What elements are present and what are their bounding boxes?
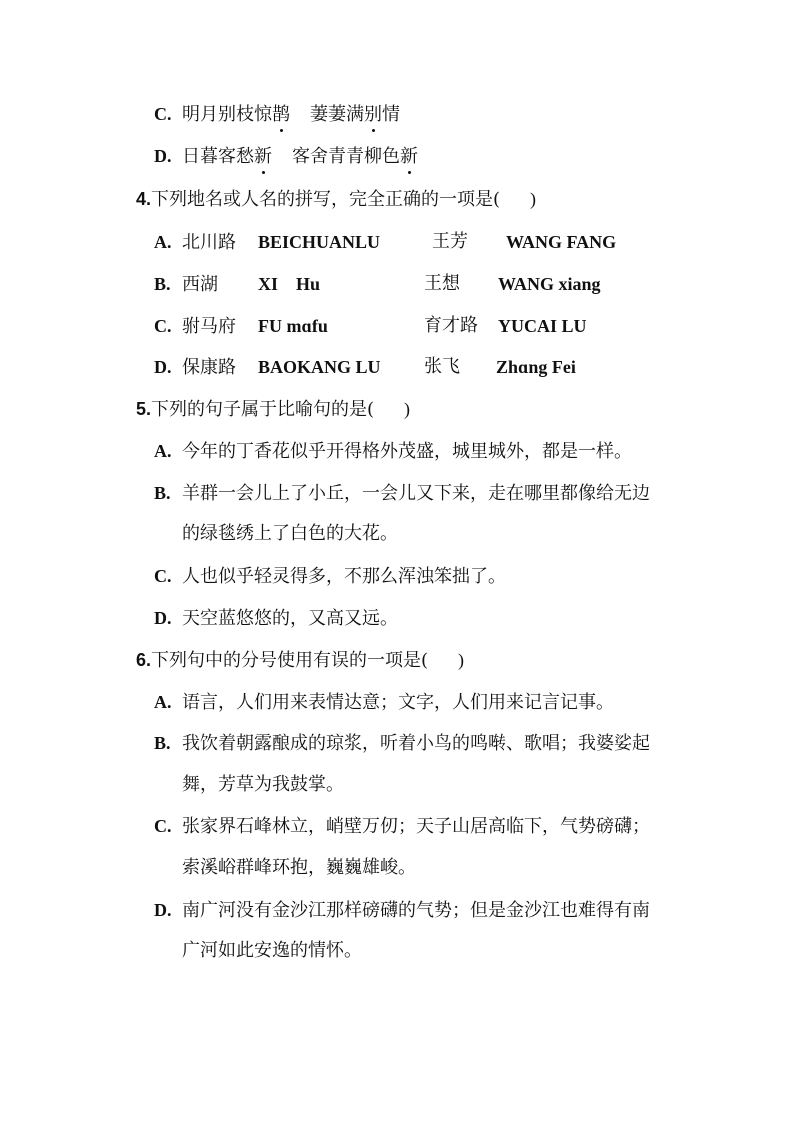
q3-option-d bbox=[154, 144, 418, 169]
person-name: 王想 bbox=[424, 273, 460, 294]
person-pinyin: Zhɑng Fei bbox=[496, 357, 576, 377]
person-name: 王芳 bbox=[432, 231, 468, 252]
person-name: 育才路 bbox=[424, 315, 478, 336]
q3-c-part2: 萋萋满别情 bbox=[310, 104, 400, 125]
option-letter: C. bbox=[154, 566, 172, 586]
option-letter: C. bbox=[154, 316, 172, 336]
emphasis-dot-char: 新 bbox=[400, 146, 418, 167]
q6-option-a[interactable] bbox=[154, 690, 614, 715]
q5-stem: 5.下列的句子属于比喻句的是( ) bbox=[136, 399, 411, 420]
q5-option-a[interactable] bbox=[154, 439, 632, 464]
option-text: 语言，人们用来表情达意；文字，人们用来记言记事。 bbox=[182, 692, 614, 713]
q6-stem: 6.下列句中的分号使用有误的一项是( ) bbox=[136, 650, 465, 671]
place-pinyin: FU mɑfu bbox=[258, 316, 328, 336]
option-letter: A. bbox=[154, 692, 172, 712]
option-letter: B. bbox=[154, 274, 171, 294]
option-text: 张家界石峰林立，峭壁万仞；天子山居高临下，气势磅礴； bbox=[182, 816, 650, 837]
option-text: 我饮着朝露酿成的琼浆，听着小鸟的鸣啭、歌唱；我婆娑起 bbox=[182, 733, 650, 754]
question-text: 下列句中的分号使用有误的一项是( bbox=[151, 650, 429, 671]
option-text-continued: 的绿毯绣上了白色的大花。 bbox=[182, 523, 398, 544]
option-text-continued: 索溪峪群峰环抱，巍巍雄峻。 bbox=[182, 857, 416, 878]
option-text-continued: 舞，芳草为我鼓掌。 bbox=[182, 774, 344, 795]
place-pinyin: BEICHUANLU bbox=[258, 232, 381, 252]
place-name: 驸马府 bbox=[182, 316, 236, 337]
place-name: 保康路 bbox=[182, 357, 236, 378]
option-letter: D. bbox=[154, 146, 172, 166]
question-number: 6. bbox=[136, 650, 152, 670]
q4-stem: 4.下列地名或人名的拼写，完全正确的一项是( ) bbox=[136, 189, 537, 210]
emphasis-dot-char: 别 bbox=[364, 104, 382, 125]
option-letter: A. bbox=[154, 232, 172, 252]
q3-d-part2: 客舍青青柳色新 bbox=[292, 146, 418, 167]
option-text: 今年的丁香花似乎开得格外茂盛，城里城外，都是一样。 bbox=[182, 441, 632, 462]
option-text-continued: 广河如此安逸的情怀。 bbox=[182, 940, 362, 961]
option-text: 羊群一会儿上了小丘，一会儿又下来，走在哪里都像给无边 bbox=[182, 483, 650, 504]
option-letter: D. bbox=[154, 900, 172, 920]
option-letter: D. bbox=[154, 608, 172, 628]
emphasis-dot-char: 鹊 bbox=[272, 104, 290, 125]
option-letter: B. bbox=[154, 483, 171, 503]
person-pinyin: WANG FANG bbox=[506, 232, 617, 252]
option-letter: D. bbox=[154, 357, 172, 377]
q5-option-c[interactable] bbox=[154, 564, 506, 589]
question-number: 4. bbox=[136, 189, 152, 209]
option-letter: C. bbox=[154, 816, 172, 836]
option-text: 人也似乎轻灵得多，不那么浑浊笨拙了。 bbox=[182, 566, 506, 587]
option-text: 南广河没有金沙江那样磅礴的气势；但是金沙江也难得有南 bbox=[182, 900, 650, 921]
q3-option-c bbox=[154, 102, 400, 127]
option-letter: A. bbox=[154, 441, 172, 461]
option-letter: C. bbox=[154, 104, 172, 124]
place-name: 西湖 bbox=[182, 274, 218, 295]
question-number: 5. bbox=[136, 399, 152, 419]
question-text: 下列地名或人名的拼写，完全正确的一项是( bbox=[151, 189, 501, 210]
person-pinyin: YUCAI LU bbox=[498, 316, 587, 336]
question-text: 下列的句子属于比喻句的是( bbox=[151, 399, 375, 420]
option-text: 天空蓝悠悠的，又高又远。 bbox=[182, 608, 398, 629]
q3-d-part1: 日暮客愁新 bbox=[182, 146, 272, 167]
place-name: 北川路 bbox=[182, 232, 236, 253]
place-pinyin: BAOKANG LU bbox=[258, 357, 381, 377]
place-pinyin: XI Hu bbox=[258, 274, 321, 294]
q5-option-d[interactable] bbox=[154, 606, 398, 631]
emphasis-dot-char: 新 bbox=[254, 146, 272, 167]
person-pinyin: WANG xiang bbox=[498, 274, 601, 294]
option-letter: B. bbox=[154, 733, 171, 753]
q3-c-part1: 明月别枝惊鹊 bbox=[182, 104, 290, 125]
person-name: 张飞 bbox=[424, 356, 460, 377]
